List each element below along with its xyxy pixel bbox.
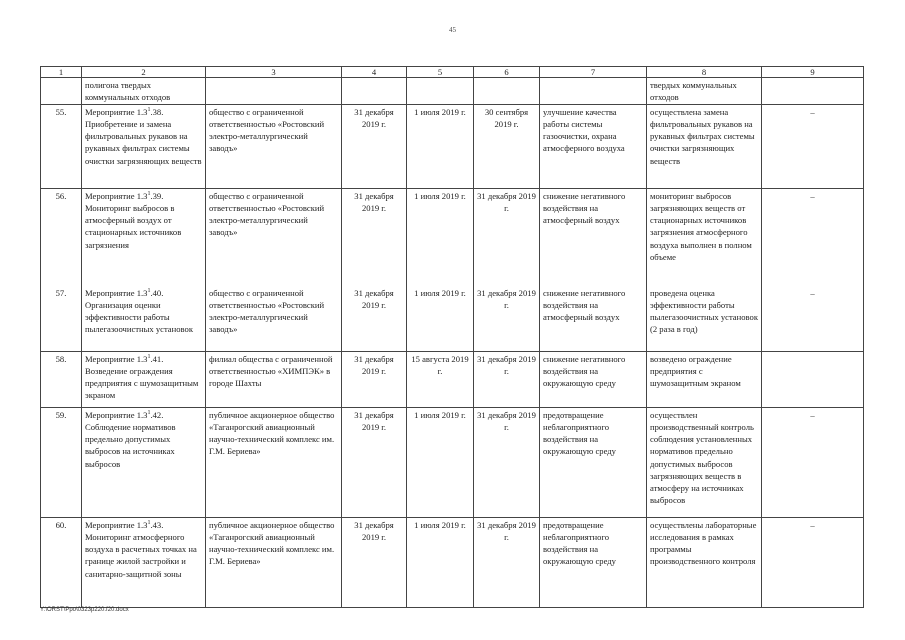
- cell-measure: [82, 286, 206, 352]
- table-row: [41, 189, 864, 286]
- cell-number: 56.: [41, 189, 82, 286]
- cell-number: 55.: [41, 105, 82, 189]
- cell-start: 1 июля 2019 г.: [407, 105, 474, 189]
- measure-prefix: Мероприятие 1.3: [85, 191, 148, 202]
- cell-end: 31 декабря 2019 г.: [474, 189, 540, 286]
- cell-measure: [82, 105, 206, 189]
- cell-result: осуществлены лабораторные исследования в рамках программы производственного контроля: [647, 518, 762, 608]
- page-number: 45: [449, 26, 456, 34]
- measures-table: [40, 66, 864, 608]
- cell-measure: [82, 518, 206, 608]
- measure-text: .39. Мониторинг выбросов в атмосферный воздух от стационарных источников загрязнения: [85, 191, 182, 250]
- column-header: 1: [41, 67, 82, 78]
- cell-deadline: 31 декабря 2019 г.: [342, 408, 407, 518]
- measure-prefix: Мероприятие 1.3: [85, 287, 148, 298]
- cell-result: возведено ограждение предприятия с шумозащитным экраном: [647, 352, 762, 408]
- cell-number: 60.: [41, 518, 82, 608]
- table-row: [41, 286, 864, 352]
- cell-executor: общество с ограниченной ответственностью «Ростовский электро-металлургический заводъ»: [206, 189, 342, 286]
- measure-prefix: Мероприятие 1.3: [85, 354, 148, 365]
- cell-result: осуществлена замена фильтровальных рукавов на рукавных фильтрах системы очистки загрязняющих веществ: [647, 105, 762, 189]
- cell-expected: улучшение качества работы системы газоочистки, охрана атмосферного воздуха: [540, 105, 647, 189]
- cell-number: [41, 78, 82, 105]
- column-header: 5: [407, 67, 474, 78]
- cell-result: проведена оценка эффективности работы пылегазоочистных установок (2 раза в год): [647, 286, 762, 352]
- cell-note: [762, 78, 864, 105]
- measure-prefix: Мероприятие 1.3: [85, 107, 148, 118]
- table-row: [41, 352, 864, 408]
- measure-superscript: 1: [147, 520, 151, 527]
- cell-expected: снижение негативного воздействия на атмосферный воздух: [540, 286, 647, 352]
- measure-prefix: Мероприятие 1.3: [85, 520, 148, 531]
- cell-executor: [206, 78, 342, 105]
- cell-executor: общество с ограниченной ответственностью «Ростовский электро-металлургический заводъ»: [206, 286, 342, 352]
- cell-measure: [82, 189, 206, 286]
- cell-expected: снижение негативного воздействия на окружающую среду: [540, 352, 647, 408]
- continuation-row: [41, 78, 864, 105]
- cell-executor: публичное акционерное общество «Таганрогский авиационный научно-технический комплекс им. Г.М. Бериева»: [206, 518, 342, 608]
- cell-result: осуществлен производственный контроль соблюдения установленных нормативов предельно допустимых выбросов загрязняющих веществ в атмосферу на источниках выбросов: [647, 408, 762, 518]
- cell-start: 1 июля 2019 г.: [407, 518, 474, 608]
- cell-end: 31 декабря 2019 г.: [474, 352, 540, 408]
- measure-text: .40. Организация оценки эффективности работы пылегазоочистных установок: [85, 287, 193, 334]
- cell-note: –: [762, 518, 864, 608]
- cell-executor: общество с ограниченной ответственностью «Ростовский электро-металлургический заводъ»: [206, 105, 342, 189]
- cell-number: 59.: [41, 408, 82, 518]
- column-header: 2: [82, 67, 206, 78]
- table-row: [41, 105, 864, 189]
- cell-end: 31 декабря 2019 г.: [474, 518, 540, 608]
- cell-note: –: [762, 105, 864, 189]
- cell-start: 15 августа 2019 г.: [407, 352, 474, 408]
- cell-expected: предотвращение неблагоприятного воздействия на окружающую среду: [540, 408, 647, 518]
- cell-expected: предотвращение неблагоприятного воздействия на окружающую среду: [540, 518, 647, 608]
- cell-result: мониторинг выбросов загрязняющих веществ от стационарных источников загрязнения атмосферного воздуха выполнен в полном объеме: [647, 189, 762, 286]
- cell-deadline: 31 декабря 2019 г.: [342, 189, 407, 286]
- cell-result: твердых коммунальных отходов: [647, 78, 762, 105]
- cell-expected: [540, 78, 647, 105]
- cell-end: 31 декабря 2019 г.: [474, 286, 540, 352]
- cell-end: [474, 78, 540, 105]
- cell-note: –: [762, 408, 864, 518]
- measure-text: .42. Соблюдение нормативов предельно допустимых выбросов на источниках выбросов: [85, 410, 176, 469]
- cell-end: 31 декабря 2019 г.: [474, 408, 540, 518]
- cell-note: –: [762, 286, 864, 352]
- cell-number: 58.: [41, 352, 82, 408]
- cell-deadline: 31 декабря 2019 г.: [342, 286, 407, 352]
- column-header: 3: [206, 67, 342, 78]
- cell-executor: публичное акционерное общество «Таганрогский авиационный научно-технический комплекс им. Г.М. Бериева»: [206, 408, 342, 518]
- cell-number: 57.: [41, 286, 82, 352]
- measure-text: .38. Приобретение и замена фильтровальных рукавов на рукавных фильтрах системы очистки загрязняющих веществ: [85, 107, 202, 166]
- measure-superscript: 1: [147, 410, 151, 417]
- cell-deadline: [342, 78, 407, 105]
- table-row: [41, 408, 864, 518]
- column-header: 6: [474, 67, 540, 78]
- footer-file-path: Y:\ORST\Ppo\0323p220.f20.docx: [40, 607, 129, 613]
- table-row: [41, 518, 864, 608]
- measure-superscript: 1: [147, 287, 151, 294]
- column-header: 7: [540, 67, 647, 78]
- measure-superscript: 1: [147, 191, 151, 198]
- cell-measure: полигона твердых коммунальных отходов: [82, 78, 206, 105]
- measure-text: .43. Мониторинг атмосферного воздуха в расчетных точках на границе жилой застройки и санитарно-защитной зоны: [85, 520, 197, 579]
- column-header: 4: [342, 67, 407, 78]
- cell-start: [407, 78, 474, 105]
- cell-start: 1 июля 2019 г.: [407, 189, 474, 286]
- cell-executor: филиал общества с ограниченной ответственностью «ХИМПЭК» в городе Шахты: [206, 352, 342, 408]
- header-row: [41, 67, 864, 78]
- cell-deadline: 31 декабря 2019 г.: [342, 352, 407, 408]
- measure-superscript: 1: [147, 107, 151, 114]
- cell-deadline: 31 декабря 2019 г.: [342, 105, 407, 189]
- cell-note: –: [762, 189, 864, 286]
- cell-deadline: 31 декабря 2019 г.: [342, 518, 407, 608]
- measure-prefix: Мероприятие 1.3: [85, 410, 148, 421]
- cell-note: [762, 352, 864, 408]
- column-header: 8: [647, 67, 762, 78]
- cell-measure: [82, 352, 206, 408]
- cell-end: 30 сентября 2019 г.: [474, 105, 540, 189]
- column-header: 9: [762, 67, 864, 78]
- cell-start: 1 июля 2019 г.: [407, 286, 474, 352]
- measure-text: .41. Возведение ограждения предприятия с шумозащитным экраном: [85, 354, 199, 401]
- cell-measure: [82, 408, 206, 518]
- cell-expected: снижение негативного воздействия на атмосферный воздух: [540, 189, 647, 286]
- cell-start: 1 июля 2019 г.: [407, 408, 474, 518]
- measure-superscript: 1: [147, 354, 151, 361]
